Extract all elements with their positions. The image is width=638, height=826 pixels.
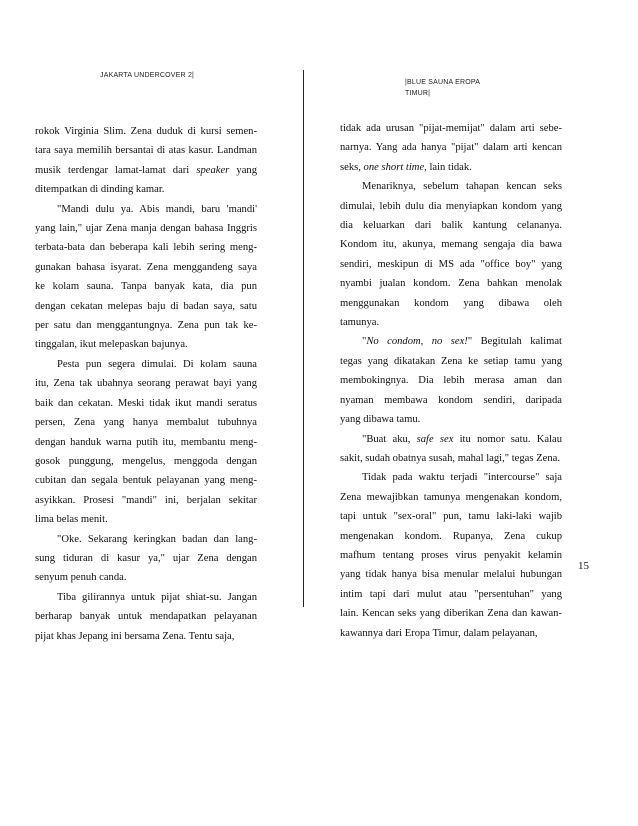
- text-line: per satu dan menggantungnya. Zena pun tak ke-: [35, 320, 257, 332]
- text-line: berharap banyak untuk mendapatkan pelayanan: [35, 611, 257, 623]
- text-line: dimulai, lebih dulu dia menyiapkan kondom yang: [340, 200, 562, 212]
- text-line: Zena mewajibkan tamunya mengenakan kondom,: [340, 491, 562, 503]
- text-line: Menariknya, sebelum tahapan kencan seks: [362, 181, 562, 193]
- text-line: tegas yang dikatakan Zena ke setiap tamu yang: [340, 355, 562, 367]
- running-header-left: JAKARTA UNDERCOVER 2|: [100, 72, 195, 79]
- text-line: gunakan bahasa isyarat. Zena menggandeng saya: [35, 261, 257, 273]
- column-divider: [303, 70, 304, 607]
- text-line: ditempatkan di dinding kamar.: [35, 184, 165, 196]
- running-header-right: [405, 77, 480, 99]
- text-line: Tidak pada waktu terjadi "intercourse" saja: [362, 472, 562, 484]
- text-line: "No condom, no sex!" Begitulah kalimat: [362, 336, 562, 348]
- text-line: yang tidak hanya bisa menular melalui hubungan: [340, 569, 562, 581]
- text-line: "Buat aku, safe sex itu nomor satu. Kalau: [362, 433, 562, 445]
- text-line: nyaman membawa kondom sendiri, daripada: [340, 394, 562, 406]
- text-line: gosok punggung, mengelus, menggoda dengan: [35, 455, 257, 467]
- text-line: senyum penuh canda.: [35, 572, 127, 584]
- text-line: "Mandi dulu ya. Abis mandi, baru 'mandi': [57, 203, 257, 215]
- text-line: musik terdengar lamat-lamat dari speaker yang: [35, 164, 257, 176]
- text-line: dengan cekatan melepas baju di badan saya, satu: [35, 300, 257, 312]
- text-line: tamunya.: [340, 317, 380, 329]
- text-line: terbata-bata dan beberapa kali lebih sering meng-: [35, 242, 257, 254]
- text-line: dengan handuk warna putih itu, membantu meng-: [35, 436, 257, 448]
- text-line: lima belas menit.: [35, 514, 108, 526]
- text-line: sendiri, meskipun di MS ada "office boy" yang: [340, 258, 562, 270]
- text-line: intim tapi dari mulut atau "persentuhan" yang: [340, 588, 562, 600]
- left-column: [35, 122, 257, 646]
- text-line: sung tiduran di kasur ya," ujar Zena dengan: [35, 552, 257, 564]
- text-line: persen, Zena yang hanya membalut tubuhnya: [35, 417, 257, 429]
- right-column: [340, 119, 562, 643]
- text-line: yang dibawa tamu.: [340, 414, 421, 426]
- text-line: membokingnya. Dia lebih merasa aman dan: [340, 375, 562, 387]
- text-line: pijat khas Jepang ini bersama Zena. Tentu saja,: [35, 630, 235, 642]
- text-line: nyambi jualan kondom. Zena bahkan menolak: [340, 278, 562, 290]
- text-line: seks, one short time, lain tidak.: [340, 161, 472, 173]
- text-line: lain. Kencan seks yang diberikan Zena dan kawan-: [340, 608, 562, 620]
- text-line: dia keluarkan dari balik kantung celananya.: [340, 220, 562, 232]
- text-line: mengenakan kondom. Rupanya, Zena cukup: [340, 530, 562, 542]
- text-line: "Oke. Sekarang keringkan badan dan lang-: [57, 533, 257, 545]
- text-line: cubitan dan segala bentuk pelayanan yang meng-: [35, 475, 257, 487]
- text-line: ke kolam sauna. Tanpa banyak kata, dia pun: [35, 281, 257, 293]
- text-line: tidak ada urusan "pijat-memijat" dalam arti sebe-: [340, 123, 562, 134]
- text-line: yang lain," ujar Zena manja dengan bahasa Inggris: [35, 223, 257, 235]
- text-line: asyikkan. Prosesi "mandi" ini, berjalan sekitar: [35, 494, 257, 506]
- running-header-right-line1: |BLUE SAUNA EROPA: [405, 79, 481, 86]
- text-line: Pesta pun segera dimulai. Di kolam sauna: [57, 358, 257, 370]
- text-line: rokok Virginia Slim. Zena duduk di kursi semen-: [35, 126, 257, 137]
- text-line: tara saya memilih bersantai di atas kasur. Landman: [35, 145, 257, 157]
- text-line: itu, Zena tak ubahnya seorang perawat bayi yang: [35, 378, 257, 390]
- text-line: baik dan cekatan. Meski tidak ikut mandi seratus: [35, 397, 257, 409]
- page-number: 15: [578, 560, 589, 572]
- text-line: Tiba gilirannya untuk pijat shiat-su. Jangan: [57, 591, 257, 603]
- text-line: kawannya dari Eropa Timur, dalam pelayanan,: [340, 627, 538, 639]
- running-header-right-line2: TIMUR|: [405, 90, 431, 97]
- text-line: narnya. Yang ada hanya "pijat" dalam arti kencan: [340, 142, 562, 154]
- text-line: Kondom itu, akunya, memang sengaja dia bawa: [340, 239, 562, 251]
- text-line: sakit, sudah obatnya susah, mahal lagi," tegas Zena.: [340, 452, 560, 464]
- text-line: menggunakan kondom yang dibawa oleh: [340, 297, 562, 309]
- column-divider-mark: [303, 276, 304, 285]
- text-line: tapi untuk "sex-oral" pun, tamu laki-laki wajib: [340, 511, 562, 523]
- text-line: tinggalan, ikut melepaskan bajunya.: [35, 339, 188, 351]
- text-line: mafhum tentang proses virus penyakit kelamin: [340, 549, 562, 561]
